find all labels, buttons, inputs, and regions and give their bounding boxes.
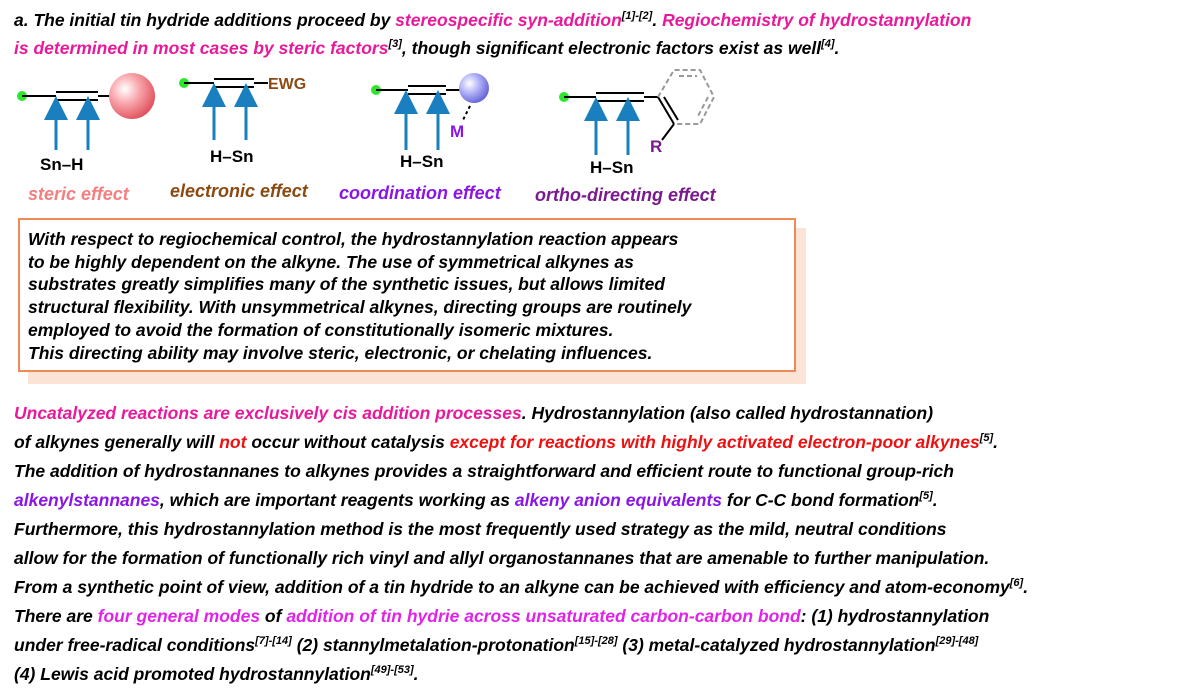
text-segment: for C-C bond formation: [722, 490, 920, 510]
electronic-effect-group: [170, 76, 309, 201]
body-line-10: [14, 660, 1179, 689]
intro-lead: a. The initial tin hydride additions proceed by: [14, 10, 396, 30]
r-group-label: R: [650, 137, 663, 156]
text-segment: (3) metal-catalyzed hydrostannylation: [617, 635, 936, 655]
caption-electronic: electronic effect: [170, 181, 308, 201]
body-line-1: [14, 399, 1179, 428]
intro-mid: , though significant electronic factors exist as well: [401, 38, 822, 58]
ref-3: [3]: [388, 38, 402, 51]
body-line-4: [14, 486, 1179, 515]
reagent-h-sn: H–Sn: [590, 158, 634, 177]
body-line-7: [14, 573, 1179, 602]
ortho-directing-effect-group: [535, 70, 717, 205]
callout-line: This directing ability may involve steric, electronic, or chelating influences.: [28, 342, 653, 363]
ref-4: [4]: [821, 38, 835, 51]
intro-highlight-syn: stereospecific syn-addition: [395, 10, 622, 30]
body-line-6: allow for the formation of functionally rich vinyl and allyl organostannanes that are amenable to further manipulation.: [14, 548, 990, 568]
text-segment: (4) Lewis acid promoted hydrostannylation: [14, 664, 371, 684]
body-line-3: The addition of hydrostannanes to alkynes provides a straightforward and efficient route to functional group-rich: [14, 461, 954, 481]
ref-5: [5]: [979, 432, 994, 445]
highlight-activated-alkynes: except for reactions with highly activated electron-poor alkynes: [449, 432, 980, 452]
text-segment: . Hydrostannylation (also called hydrostannation): [521, 403, 934, 423]
body-line-9: [14, 631, 1179, 660]
text-segment: of alkynes generally will: [14, 432, 220, 452]
intro-highlight-regio-a: Regiochemistry of hydrostannylation: [662, 10, 972, 30]
ref-7-14: [7]-[14]: [255, 635, 292, 648]
callout-line: substrates greatly simplifies many of the synthetic issues, but allows limited: [28, 274, 665, 295]
text-segment: under free-radical conditions: [14, 635, 256, 655]
ref-5: [5]: [919, 490, 933, 503]
body-line-8: [14, 602, 1179, 631]
reagent-sn-h: Sn–H: [40, 155, 84, 174]
intro-end: .: [834, 38, 840, 58]
highlight-not: not: [219, 432, 247, 452]
highlight-four-modes: four general modes: [97, 606, 261, 626]
text-segment: From a synthetic point of view, addition of a tin hydride to an alkyne can be achieved with efficiency and atom-economy: [14, 577, 1010, 597]
caption-coordination: coordination effect: [339, 183, 501, 203]
ref-29-48: [29]-[48]: [935, 635, 979, 648]
coordinating-group-sphere-icon: [459, 73, 489, 103]
text-segment: (2) stannylmetalation-protonation: [291, 635, 575, 655]
text-segment: .: [993, 432, 999, 452]
callout-line: employed to avoid the formation of constitutionally isomeric mixtures.: [28, 319, 614, 340]
ref-49-53: [49]-[53]: [370, 664, 414, 677]
text-segment: .: [1023, 577, 1029, 597]
text-segment: , which are important reagents working as: [159, 490, 515, 510]
highlight-addition: addition of tin hydrie across unsaturated carbon-carbon bond: [286, 606, 801, 626]
highlight-anion-equivalents: alkeny anion equivalents: [514, 490, 723, 510]
text-segment: .: [413, 664, 419, 684]
text-segment: : (1) hydrostannylation: [800, 606, 990, 626]
text-segment: of: [260, 606, 287, 626]
caption-ortho-directing: ortho-directing effect: [535, 185, 716, 205]
intro-dot: .: [652, 10, 663, 30]
text-segment: .: [932, 490, 938, 510]
text-segment: There are: [14, 606, 98, 626]
body-line-2: [14, 428, 1179, 457]
reagent-h-sn: H–Sn: [210, 147, 254, 166]
ewg-label: EWG: [268, 76, 307, 93]
body-line-5: Furthermore, this hydrostannylation method is the most frequently used strategy as the mild, neutral conditions: [14, 519, 947, 539]
regiochemistry-scheme: [0, 62, 800, 212]
coordination-effect-group: [339, 73, 502, 203]
reagent-h-sn: H–Sn: [400, 152, 444, 171]
ref-1-2: [1]-[2]: [621, 10, 653, 23]
text-segment: occur without catalysis: [246, 432, 450, 452]
highlight-alkenylstannanes: alkenylstannanes: [14, 490, 160, 510]
caption-steric: steric effect: [28, 184, 129, 204]
body-paragraph: [14, 399, 1179, 689]
callout-line: to be highly dependent on the alkyne. The use of symmetrical alkynes as: [28, 251, 634, 272]
metal-label: M: [450, 122, 465, 141]
callout-line: With respect to regiochemical control, the hydrostannylation reaction appears: [28, 229, 679, 249]
callout-line: structural flexibility. With unsymmetrical alkynes, directing groups are routinely: [28, 297, 692, 318]
bulky-group-sphere-icon: [109, 73, 155, 119]
regiochemical-control-callout: [18, 218, 796, 372]
highlight-cis-addition: Uncatalyzed reactions are exclusively cis addition processes: [14, 403, 522, 423]
benzene-ring-icon: [658, 70, 714, 124]
intro-paragraph: [14, 6, 1174, 62]
ref-6: [6]: [1009, 577, 1024, 590]
ref-15-28: [15]-[28]: [574, 635, 618, 648]
intro-highlight-regio-b: is determined in most cases by steric factors: [14, 38, 389, 58]
steric-effect-group: [17, 73, 155, 204]
